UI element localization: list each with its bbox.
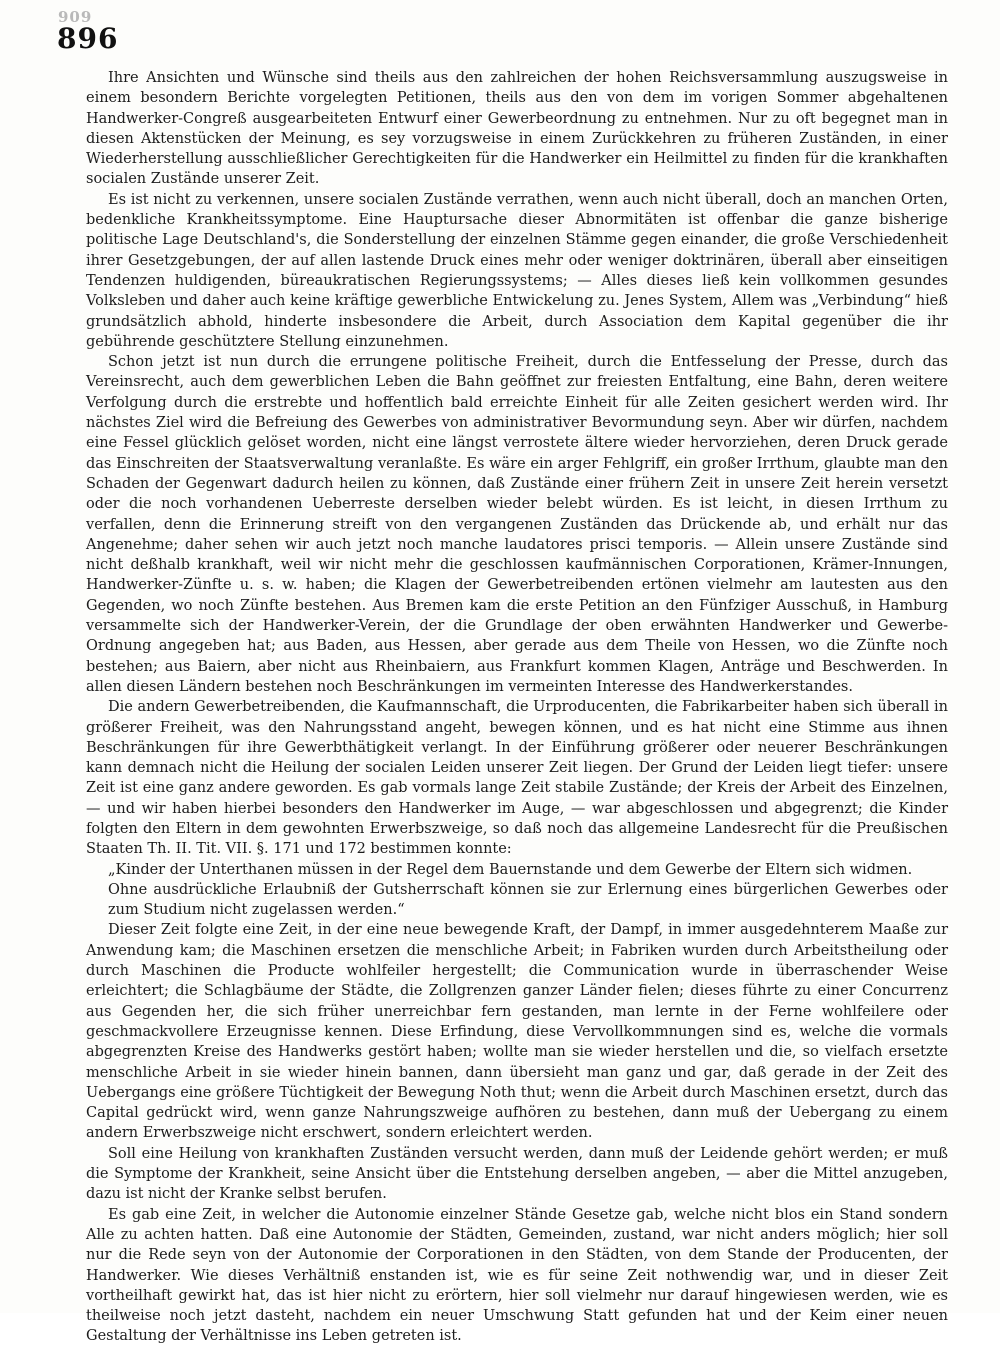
paragraph: Die andern Gewerbetreibenden, die Kaufmannschaft, die Urproducenten, die Fabrikarbeiter haben sich überall in größerer Freiheit, was den Nahrungsstand angeht, bewegen können, und es hat nicht eine Stimme aus ihnen Beschränkungen für ihre Gewerbthätigkeit verlangt. In der Einführung größerer oder neuerer Beschränkungen kann demnach nicht die Heilung der socialen Leiden unserer Zeit liegen. Der Grund der Leiden liegt tiefer: unsere Zeit ist eine ganz andere geworden. Es gab vormals lange Zeit stabile Zustände; der Kreis der Arbeit des Einzelnen, — und wir haben hierbei besonders den Handwerker im Auge, — war abgeschlossen und abgegrenzt; die Kinder folgten den Eltern in dem gewohnten Erwerbszweige, so daß noch das allgemeine Landesrecht für die Preußischen Staaten Th. II. Tit. VII. §. 171 und 172 bestimmen konnte: <box>86 699 948 858</box>
archive-stamp-number: 909 <box>58 8 93 26</box>
quote-line: Ohne ausdrückliche Erlaubniß der Gutsherrschaft können sie zur Erlernung eines bürgerlichen Gewerbes oder zum Studium nicht zugelassen werden.“ <box>108 881 948 919</box>
paragraph: Es gab eine Zeit, in welcher die Autonomie einzelner Stände Gesetze gab, welche nicht blos ein Stand sondern Alle zu achten hatten. Daß eine Autonomie der Städten, Gemeinden, zustand, war nicht anders möglich; hier soll nur die Rede seyn von der Autonomie der Corporationen in den Städten, von dem Stande der Producenten, der Handwerker. Wie dieses Verhältniß enstanden ist, wie es für seine Zeit nothwendig war, und in dieser Zeit vortheilhaft gewirkt hat, das ist hier nicht zu erörtern, hier soll vielmehr nur darauf hingewiesen werden, wie es theilweise noch jetzt dasteht, nachdem ein neuer Umschwung Statt gefunden hat und der Keim einer neuen Gestaltung der Verhältnisse ins Leben getreten ist. <box>86 1206 948 1345</box>
page-number: 896 <box>57 22 119 55</box>
legal-quote <box>86 860 948 921</box>
quote-line: „Kinder der Unterthanen müssen in der Regel dem Bauernstande und dem Gewerbe der Eltern sich widmen. <box>108 861 913 878</box>
paragraph: Es ist nicht zu verkennen, unsere socialen Zustände verrathen, wenn auch nicht überall, doch an manchen Orten, bedenkliche Krankheitssymptome. Eine Hauptursache dieser Abnormitäten ist offenbar die ganze bisherige politische Lage Deutschland's, die Sonderstellung der einzelnen Stämme gegen einander, die große Verschiedenheit ihrer Gesetzgebungen, der auf allen lastende Druck eines mehr oder weniger doktrinären, überall aber einseitigen Tendenzen huldigenden, büreaukratischen Regierungssystems; — Alles dieses ließ kein vollkommen gesundes Volksleben und daher auch keine kräftige gewerbliche Entwickelung zu. Jenes System, Allem was „Verbindung“ hieß grundsätzlich abhold, hinderte insbesondere die Arbeit, durch Association dem Kapital gegenüber die ihr gebührende geschütztere Stellung einzunehmen. <box>86 191 948 350</box>
paragraph: Schon jetzt ist nun durch die errungene politische Freiheit, durch die Entfesselung der Presse, durch das Vereinsrecht, auch dem gewerblichen Leben die Bahn geöffnet zur freiesten Entfaltung, eine Bahn, deren weitere Verfolgung durch die erstrebte und hoffentlich bald erreichte Einheit für alle Zeiten gesichert werden wird. Ihr nächstes Ziel wird die Befreiung des Gewerbes von administrativer Bevormundung seyn. Aber wir dürfen, nachdem eine Fessel glücklich gelöset worden, nicht eine längst verrostete ältere wieder hervorziehen, deren Druck gerade das Einschreiten der Staatsverwaltung veranlaßte. Es wäre ein arger Fehlgriff, ein großer Irrthum, glaubte man den Schaden der Gegenwart dadurch heilen zu können, daß Zustände einer frühern Zeit in unsere Zeit herein versetzt oder die noch vorhandenen Ueberreste derselben wieder belebt würden. Es ist leicht, in diesen Irrthum zu verfallen, denn die Erinnerung streift von den vergangenen Zuständen das Drückende ab, und erhält nur das Angenehme; daher sehen wir auch jetzt noch manche laudatores prisci temporis. — Allein unsere Zustände sind nicht deßhalb krankhaft, weil wir nicht mehr die geschlossen kaufmännischen Corporationen, Krämer-Innungen, Handwerker-Zünfte u. s. w. haben; die Klagen der Gewerbetreibenden ertönen vielmehr am lautesten aus den Gegenden, wo noch Zünfte bestehen. Aus Bremen kam die erste Petition an den Fünfziger Ausschuß, in Hamburg versammelte sich der Handwerker-Verein, der die Grundlage der oben erwähnten Handwerker und Gewerbe-Ordnung angegeben hat; aus Baden, aus Hessen, aber gerade aus dem Theile von Hessen, wo die Zünfte noch bestehen; aus Baiern, aber nicht aus Rheinbaiern, aus Frankfurt kommen Klagen, Anträge und Beschwerden. In allen diesen Ländern bestehen noch Beschränkungen im vermeinten Interesse des Handwerkerstandes. <box>86 354 948 695</box>
paragraph: Dieser Zeit folgte eine Zeit, in der eine neue bewegende Kraft, der Dampf, in immer ausgedehnterem Maaße zur Anwendung kam; die Maschinen ersetzen die menschliche Arbeit; in Fabriken wurden durch Arbeitstheilung oder durch Maschinen die Producte wohlfeiler hergestellt; die Communication wurde in überraschender Weise erleichtert; die Schlagbäume der Städte, die Zollgrenzen ganzer Länder fielen; dieses führte zu einer Concurrenz aus Gegenden her, die sich früher unerreichbar fern gestanden, man lernte in der Ferne wohlfeilere oder geschmackvollere Erzeugnisse kennen. Diese Erfindung, diese Vervollkommnungen sind es, welche die vormals abgegrenzten Kreise des Handwerks gestört haben; wollte man sie wieder herstellen und die, so vielfach ersetzte menschliche Arbeit in sie wieder hinein bannen, dann übersieht man ganz und gar, daß gerade in der Zeit des Uebergangs eine größere Tüchtigkeit der Bewegung Noth thut; wenn die Arbeit durch Maschinen ersetzt, durch das Capital gedrückt wird, wenn ganze Nahrungszweige aufhören zu bestehen, dann muß der Uebergang zu einem andern Erwerbszweige nicht erschwert, sondern erleichtert werden. <box>86 922 948 1142</box>
paragraph: Ihre Ansichten und Wünsche sind theils aus den zahlreichen der hohen Reichsversammlung auszugsweise in einem besondern Berichte vorgelegten Petitionen, theils aus den von dem im vorigen Sommer abgehaltenen Handwerker-Congreß ausgearbeiteten Entwurf einer Gewerbeordnung zu entnehmen. Nur zu oft begegnet man in diesen Aktenstücken der Meinung, es sey vorzugsweise in einem Zurückkehren zu früheren Zuständen, in einer Wiederherstellung ausschließlicher Gerechtigkeiten für die Handwerker ein Heilmittel zu finden für die krankhaften socialen Zustände unserer Zeit. <box>86 70 948 188</box>
body-text <box>86 68 948 1347</box>
paragraph: Soll eine Heilung von krankhaften Zuständen versucht werden, dann muß der Leidende gehört werden; er muß die Symptome der Krankheit, seine Ansicht über die Entstehung derselben angeben, — aber die Mittel anzugeben, dazu ist nicht der Kranke selbst berufen. <box>86 1145 948 1203</box>
